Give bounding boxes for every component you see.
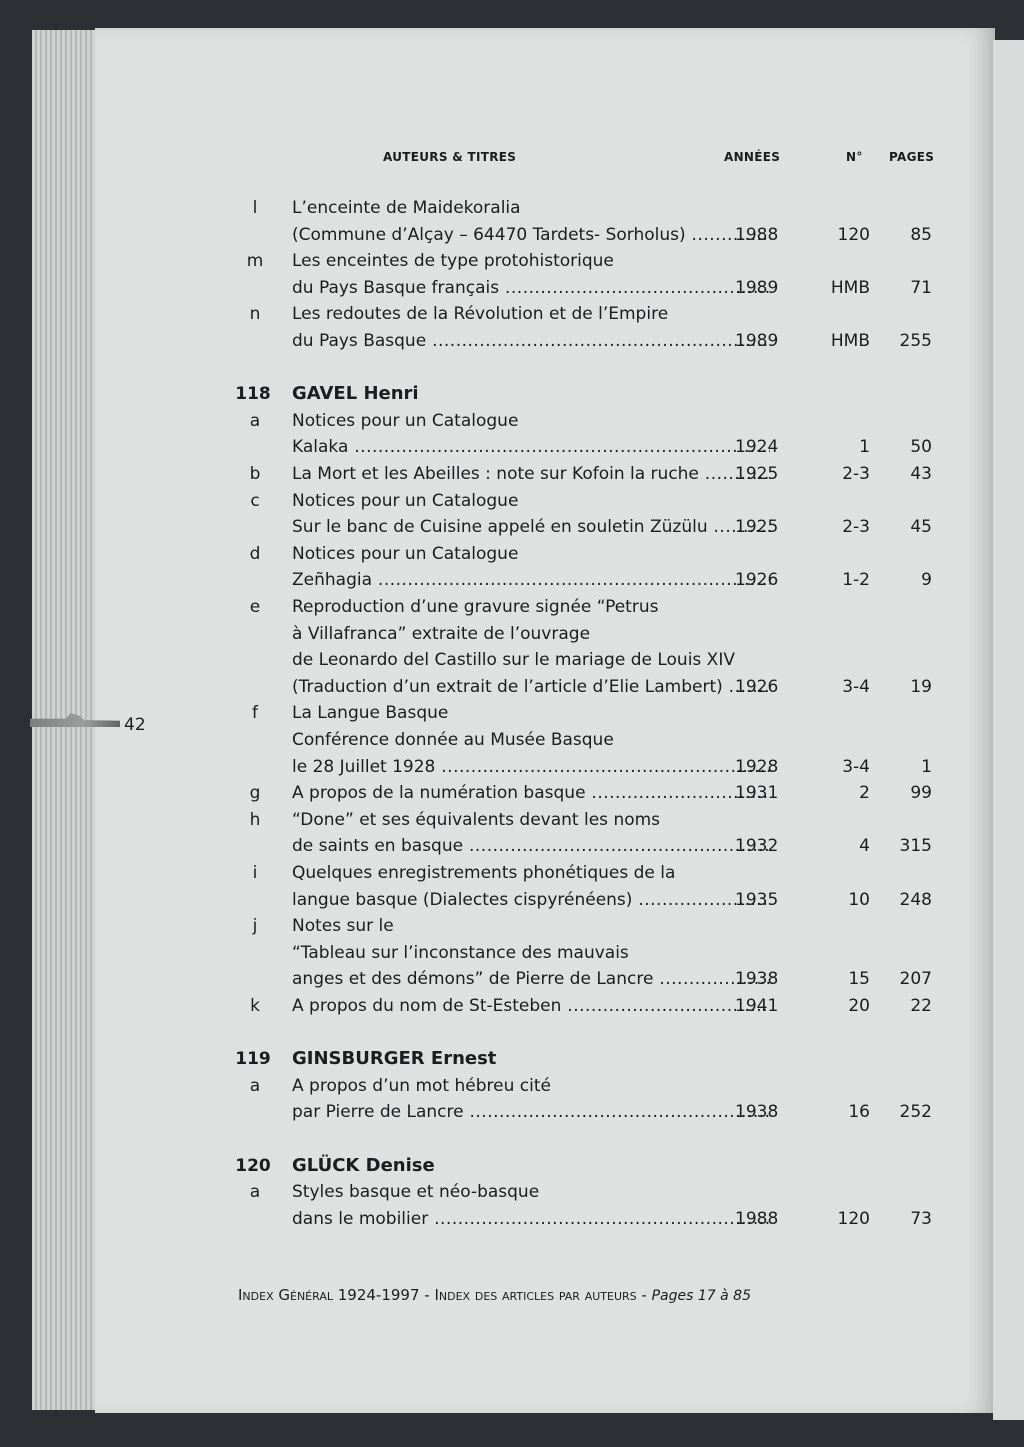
entry-letter: h xyxy=(249,809,261,830)
author-number: 120 xyxy=(235,1155,271,1176)
entry-title: Conférence donnée au Musée Basque xyxy=(292,730,614,750)
entry-title: du Pays Basque ..... xyxy=(292,328,770,354)
index-entry-line xyxy=(0,222,1024,248)
author-row xyxy=(0,1046,1024,1072)
entry-title: Reproduction d’une gravure signée “Petrus xyxy=(292,597,659,617)
entry-title: Notices pour un Catalogue xyxy=(292,490,519,511)
entry-issue-number: 120 xyxy=(837,1208,870,1229)
entry-title: “Done” et ses équivalents devant les noms xyxy=(292,809,661,830)
entry-issue-number: 1-2 xyxy=(842,570,870,591)
index-entry-line xyxy=(0,301,1024,327)
entry-year: 1924 xyxy=(735,437,779,458)
entry-issue-number: 4 xyxy=(859,836,870,857)
entry-issue-number: 2-3 xyxy=(842,517,870,538)
entry-letter: a xyxy=(249,1182,261,1203)
entry-title: le 28 Juillet 1928 ..... xyxy=(292,754,770,780)
index-entry-line xyxy=(0,514,1024,540)
entry-issue-number: 10 xyxy=(848,889,870,910)
entry-title: dans le mobilier ..... xyxy=(292,1206,770,1232)
index-entry-line xyxy=(0,195,1024,221)
entry-title: La Langue Basque xyxy=(292,703,449,724)
entry-letter: g xyxy=(249,783,261,804)
index-entry-line xyxy=(0,913,1024,939)
index-entry-line xyxy=(0,727,1024,753)
entry-title: La Mort et les Abeilles : note sur Kofoin la ruche ..... xyxy=(292,461,770,487)
entry-page: 22 xyxy=(910,996,932,1016)
entry-title: anges et des démons” de Pierre de Lancre ..... xyxy=(292,966,770,992)
footer-page-range: Pages 17 à 85 xyxy=(651,1288,751,1304)
entry-issue-number: 2-3 xyxy=(842,464,870,484)
index-entry-line xyxy=(0,993,1024,1019)
index-entry-line xyxy=(0,833,1024,859)
index-entry-line xyxy=(0,594,1024,620)
entry-letter: j xyxy=(252,916,258,937)
entry-letter: n xyxy=(249,304,261,325)
side-page-number: 42 xyxy=(124,715,146,735)
index-entry-line xyxy=(0,541,1024,567)
entry-year: 1932 xyxy=(735,836,779,857)
entry-title: langue basque (Dialectes cispyrénéens) ..... xyxy=(292,887,770,913)
entry-page: 43 xyxy=(910,464,932,484)
entry-issue-number: HMB xyxy=(830,331,870,351)
entry-year: 1938 xyxy=(735,969,779,990)
author-name: GAVEL Henri xyxy=(292,383,419,405)
entry-page: 9 xyxy=(921,570,932,591)
entry-issue-number: 120 xyxy=(837,224,870,245)
footer-index-title: Index Général 1924-1997 xyxy=(238,1286,420,1304)
entry-page: 71 xyxy=(910,277,932,298)
entry-year: 1925 xyxy=(735,517,779,538)
entry-year: 1931 xyxy=(735,783,779,804)
index-entry-line xyxy=(0,408,1024,434)
author-name: GLÜCK Denise xyxy=(292,1154,435,1176)
index-entry-line xyxy=(0,567,1024,593)
entry-title: Notices pour un Catalogue xyxy=(292,543,519,564)
footer-separator: - xyxy=(419,1286,435,1304)
index-entry-line xyxy=(0,940,1024,966)
entry-issue-number: 1 xyxy=(859,437,870,458)
entry-year: 1928 xyxy=(735,756,779,777)
entry-page: 50 xyxy=(910,437,932,458)
header-authors-titles: AUTEURS & TITRES xyxy=(383,150,517,164)
entry-issue-number: 3-4 xyxy=(842,756,870,777)
entry-issue-number: 3-4 xyxy=(842,676,870,697)
entry-title: Notices pour un Catalogue xyxy=(292,410,519,431)
entry-year: 1938 xyxy=(735,1102,779,1123)
index-entry-line xyxy=(0,434,1024,460)
entry-page: 73 xyxy=(910,1208,932,1229)
entry-page: 19 xyxy=(910,676,932,697)
entry-title: Les enceintes de type protohistorique xyxy=(292,251,614,272)
footer-separator: - xyxy=(636,1286,652,1304)
index-entry-line xyxy=(0,674,1024,700)
entry-title: Sur le banc de Cuisine appelé en souletin Züzülu ..... xyxy=(292,514,770,540)
entry-letter: a xyxy=(249,1075,261,1096)
entry-page: 252 xyxy=(899,1102,932,1123)
entry-title: par Pierre de Lancre ..... xyxy=(292,1099,770,1125)
entry-letter: a xyxy=(249,410,261,431)
index-entry-line xyxy=(0,807,1024,833)
entry-page: 1 xyxy=(921,756,932,777)
index-entry-line xyxy=(0,754,1024,780)
entry-letter: b xyxy=(249,464,261,484)
author-number: 119 xyxy=(235,1049,271,1070)
index-entry-line xyxy=(0,1099,1024,1125)
index-entry-line xyxy=(0,1073,1024,1099)
index-entry-line xyxy=(0,621,1024,647)
entry-year: 1989 xyxy=(735,277,779,298)
entry-letter: d xyxy=(249,543,261,564)
entry-letter: e xyxy=(249,597,261,617)
entry-title: Quelques enregistrements phonétiques de la xyxy=(292,863,676,883)
header-number: N° xyxy=(846,150,863,164)
entry-year: 1926 xyxy=(735,570,779,591)
index-entry-line xyxy=(0,1206,1024,1232)
author-row xyxy=(0,1153,1024,1179)
entry-title: A propos du nom de St-Esteben ..... xyxy=(292,993,770,1019)
entry-year: 1926 xyxy=(735,676,779,697)
entry-title: A propos d’un mot hébreu cité xyxy=(292,1075,551,1096)
entry-page: 255 xyxy=(899,331,932,351)
index-entry-line xyxy=(0,248,1024,274)
author-row xyxy=(0,381,1024,407)
entry-year: 1988 xyxy=(735,1208,779,1229)
entry-issue-number: 2 xyxy=(859,783,870,804)
entry-issue-number: 16 xyxy=(848,1102,870,1123)
entry-title: L’enceinte de Maidekoralia xyxy=(292,198,521,218)
entry-title: Les redoutes de la Révolution et de l’Empire xyxy=(292,304,669,325)
author-name: GINSBURGER Ernest xyxy=(292,1048,497,1070)
entry-title: du Pays Basque français ..... xyxy=(292,275,770,301)
entry-title: à Villafranca” extraite de l’ouvrage xyxy=(292,623,591,644)
entry-title: Zeñhagia ..... xyxy=(292,567,770,593)
entry-title: Notes sur le xyxy=(292,916,394,937)
index-entry-line xyxy=(0,488,1024,514)
index-entry-line xyxy=(0,700,1024,726)
entry-letter: i xyxy=(252,863,258,883)
entry-page: 85 xyxy=(910,224,932,245)
entry-issue-number: 20 xyxy=(848,996,870,1016)
entry-year: 1989 xyxy=(735,331,779,351)
entry-letter: m xyxy=(246,251,264,272)
entry-issue-number: 15 xyxy=(848,969,870,990)
entry-title: de saints en basque ..... xyxy=(292,833,770,859)
index-entry-line xyxy=(0,887,1024,913)
index-entry-line xyxy=(0,461,1024,487)
entry-letter: k xyxy=(250,996,260,1016)
entry-page: 207 xyxy=(899,969,932,990)
entry-letter: f xyxy=(252,703,258,724)
entry-year: 1988 xyxy=(735,224,779,245)
page-footer xyxy=(238,1286,751,1304)
index-entry-line xyxy=(0,328,1024,354)
entry-letter: c xyxy=(250,490,260,511)
entry-title: (Traduction d’un extrait de l’article d’Elie Lambert) ..... xyxy=(292,674,770,700)
index-entry-line xyxy=(0,275,1024,301)
index-entry-line xyxy=(0,966,1024,992)
entry-year: 1925 xyxy=(735,464,779,484)
header-pages: PAGES xyxy=(889,150,935,164)
entry-page: 45 xyxy=(910,517,932,538)
entry-year: 1941 xyxy=(735,996,779,1016)
entry-page: 248 xyxy=(899,889,932,910)
entry-issue-number: HMB xyxy=(830,277,870,298)
author-number: 118 xyxy=(235,384,271,405)
index-entry-line xyxy=(0,1179,1024,1205)
entry-title: “Tableau sur l’inconstance des mauvais xyxy=(292,942,629,963)
entry-title: Kalaka ..... xyxy=(292,434,770,460)
header-years: ANNÉES xyxy=(724,150,781,164)
index-entry-line xyxy=(0,780,1024,806)
index-entry-line xyxy=(0,860,1024,886)
footer-section-title: Index des articles par auteurs xyxy=(434,1286,637,1304)
entry-page: 315 xyxy=(899,836,932,857)
index-entry-line xyxy=(0,647,1024,673)
entry-year: 1935 xyxy=(735,889,779,910)
entry-title: Styles basque et néo-basque xyxy=(292,1182,540,1203)
entry-title: A propos de la numération basque ..... xyxy=(292,780,770,806)
entry-title: (Commune d’Alçay – 64470 Tardets- Sorholus) ..... xyxy=(292,222,770,248)
entry-title: de Leonardo del Castillo sur le mariage de Louis XIV xyxy=(292,650,735,671)
entry-letter: l xyxy=(252,198,258,218)
entry-page: 99 xyxy=(910,783,932,804)
